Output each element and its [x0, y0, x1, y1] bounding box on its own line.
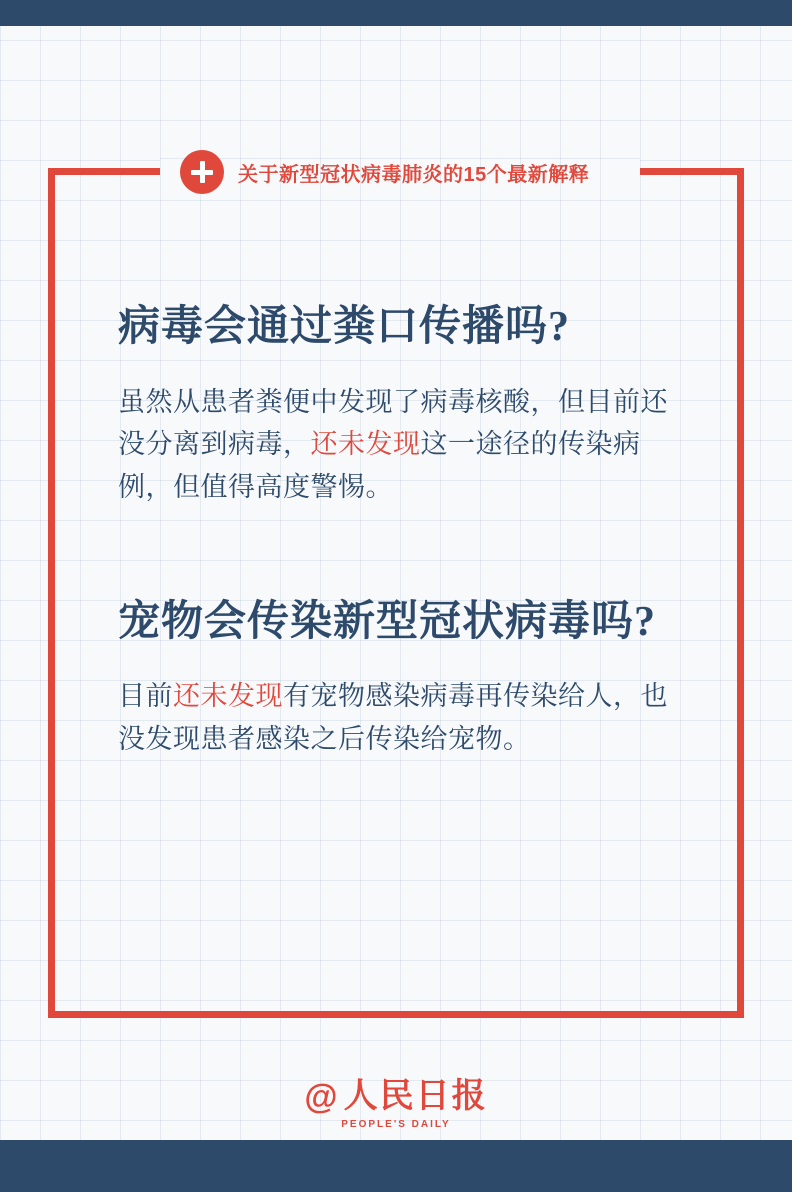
brand-name-en: PEOPLE'S DAILY: [341, 1119, 451, 1130]
answer-text-part: 虽然从患者粪便中发现了病毒核酸，但目前还没分离到病毒，: [118, 386, 668, 460]
answer-highlight: 还未发现: [310, 429, 421, 460]
medical-cross-icon: [180, 150, 224, 194]
brand-logo-row: [304, 1080, 487, 1114]
poster-header: [180, 150, 589, 194]
qa-block-2: [118, 595, 688, 761]
question-heading: 病毒会通过粪口传播吗?: [118, 304, 571, 350]
header-title: 关于新型冠状病毒肺炎的15个最新解释: [238, 163, 590, 186]
content-area: [118, 300, 688, 760]
bottom-bar: [0, 1140, 792, 1192]
answer-text-part: 有宠物感染病毒再传染给人，也没发现患者感染之后传染给宠物。: [118, 681, 668, 754]
brand-name-cn: 人民日报: [343, 1078, 488, 1115]
at-symbol-icon: @: [304, 1078, 338, 1116]
answer-text-part: 目前: [118, 681, 173, 712]
answer-text-part: 这一途径的传染病例，但值得高度警惕。: [118, 429, 641, 502]
answer-paragraph: [118, 675, 688, 760]
question-heading: 宠物会传染新型冠状病毒吗?: [118, 598, 657, 645]
top-bar: [0, 0, 792, 26]
qa-block-1: [118, 300, 688, 509]
brand-logo: [0, 1080, 792, 1130]
answer-paragraph: [118, 381, 688, 509]
answer-highlight: 还未发现: [173, 681, 283, 712]
